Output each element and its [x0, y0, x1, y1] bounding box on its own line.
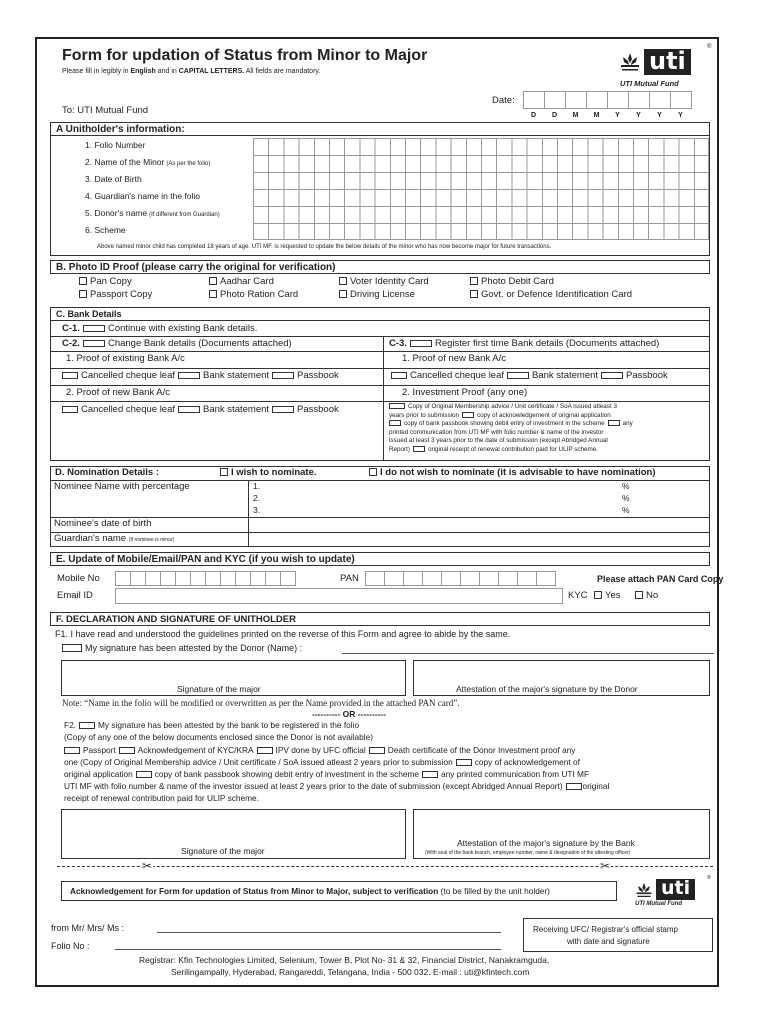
c2-docs-new[interactable]: Cancelled cheque leaf Bank statement Passbook — [62, 405, 339, 416]
pan-label: PAN — [340, 573, 359, 584]
opt-photo-debit-card[interactable]: Photo Debit Card — [470, 277, 554, 288]
donor-label: 5. Donor's name (If different from Guardian) — [85, 208, 220, 218]
instructions: Please fill in legibly in English and in CAPITAL LETTERS. All fields are mandatory. — [62, 68, 321, 75]
donor-attestation-label: Attestation of the major's signature by the Donor — [456, 684, 638, 694]
stamp-box — [523, 918, 713, 952]
folio-number-label: 1. Folio Number — [85, 140, 146, 150]
guardian-label: 4. Guardian's name in the folio — [85, 191, 201, 201]
opt-aadhar-card[interactable]: Aadhar Card — [209, 277, 274, 288]
c3-option[interactable]: C-3. Register first time Bank details (Documents attached) — [389, 338, 660, 349]
nominee-1[interactable]: 1. — [253, 481, 261, 491]
percent-3: % — [622, 505, 630, 515]
unitholder-info-grid[interactable] — [253, 138, 709, 240]
reg-mark: ® — [707, 44, 712, 50]
lotus-icon — [619, 51, 641, 73]
logo-tagline-small: UTI Mutual Fund — [635, 901, 682, 907]
mobile-label: Mobile No — [57, 573, 100, 584]
f2-line3[interactable]: original application copy of bank passbook showing debit entry of investment in the scheme any printed communication from UTI MF — [64, 769, 590, 779]
nominee-dob-label: Nominee's date of birth — [54, 518, 152, 529]
investment-proof-options[interactable]: Copy of Original Membership advice / Unit certificate / SoA issued atleast 3 years prior to submission copy of acknowledgement of original application copy of bank passbook showing debit entry of investment in the scheme any printed communication from UTI MF with folio number & name of the investor issued at least 3 years prior to the date of submission (except Abridged Annual Report) original receipt of renewal contribution paid for ULIP scheme. — [389, 403, 633, 453]
lotus-icon — [635, 881, 653, 899]
c2-docs-existing[interactable]: Cancelled cheque leaf Bank statement Passbook — [62, 371, 339, 382]
f1-declaration: F1. I have read and understood the guidelines printed on the reverse of this Form and agree to abide by the same. — [55, 629, 511, 639]
f2-subnote: (Copy of any one of the below documents enclosed since the Donor is not available) — [64, 732, 374, 742]
section-b-header: B. Photo ID Proof (please carry the original for verification) — [50, 260, 710, 274]
nominee-name-label: Nominee Name with percentage — [54, 481, 190, 492]
opt-photo-ration-card[interactable]: Photo Ration Card — [209, 290, 298, 301]
kyc-no[interactable]: No — [635, 591, 658, 602]
percent-1: % — [622, 481, 630, 491]
scheme-label: 6. Scheme — [85, 225, 126, 235]
f2-line4[interactable]: UTI MF with folio number & name of the investor issued at least 2 years prior to the date of submission (except Abridged Annual Report) original — [64, 781, 610, 791]
to-line: To: UTI Mutual Fund — [62, 105, 149, 116]
percent-2: % — [622, 493, 630, 503]
email-input[interactable] — [115, 588, 563, 604]
nominee-2[interactable]: 2. — [253, 493, 261, 503]
form-title: Form for updation of Status from Minor to Major — [62, 47, 428, 64]
kyc-label: KYC — [568, 590, 588, 601]
c3-investment-proof: 2. Investment Proof (any one) — [402, 387, 528, 398]
opt-driving-license[interactable]: Driving License — [339, 290, 415, 301]
logo-wordmark-small: uti — [656, 879, 695, 900]
section-a-header: A Unitholder's information: — [50, 122, 710, 136]
registrar-line-1: Registrar: Kfin Technologies Limited, Selenium, Tower B, Plot No- 31 & 32, Financial District, Nanakramguda, — [139, 955, 550, 965]
c2-option[interactable]: C-2. Change Bank details (Documents attached) — [62, 338, 292, 349]
c2-proof-existing: 1. Proof of existing Bank A/c — [66, 353, 185, 364]
scissors-icon: ✂ — [142, 859, 153, 873]
section-e-header: E. Update of Mobile/Email/PAN and KYC (if you wish to update) — [50, 552, 710, 566]
mobile-input[interactable] — [115, 571, 296, 586]
ack-text: Acknowledgement for Form for updation of Status from Minor to Major, subject to verification (to be filled by the unit holder) — [70, 886, 550, 896]
section-a-note: Above named minor child has completed 18 years of age. UTI MF, is requested to update the below details of the minor who has now become major for future transactions. — [97, 244, 552, 250]
nominee-3[interactable]: 3. — [253, 505, 261, 515]
section-c-header: C. Bank Details — [50, 307, 710, 321]
section-d-header: D. Nomination Details : — [55, 467, 159, 478]
opt-voter-id[interactable]: Voter Identity Card — [339, 277, 429, 288]
opt-pan-copy[interactable]: Pan Copy — [79, 277, 132, 288]
pan-input[interactable] — [365, 571, 556, 586]
c1-option[interactable]: C-1. Continue with existing Bank details. — [62, 323, 258, 334]
opt-passport-copy[interactable]: Passport Copy — [79, 290, 152, 301]
logo-wordmark: uti — [644, 49, 691, 75]
c3-docs-new[interactable]: Cancelled cheque leaf Bank statement Passbook — [391, 371, 668, 382]
section-f-header: F. DECLARATION AND SIGNATURE OF UNITHOLDER — [50, 612, 710, 626]
bank-attestation-note: (With seal of the bank branch, employee number, name & designation of the attesting officer) — [425, 850, 631, 856]
registrar-line-2: Serilingampally, Hyderabad, Rangareddi, Telangana, India - 500 032. E-mail : uti@kfintech.com — [171, 967, 530, 977]
opt-govt-id[interactable]: Govt. or Defence Identification Card — [470, 290, 632, 301]
f2-doc-options[interactable]: Passport Acknowledgement of KYC/KRA IPV done by UFC official Death certificate of the Donor Investment proof any — [64, 746, 575, 756]
f2-line2[interactable]: one (Copy of Original Membership advice / Unit certificate / SoA issued atleast 2 years prior to submission copy of acknowledgement of — [64, 757, 580, 767]
stamp-line-1: Receiving UFC/ Registrar's official stamp — [533, 925, 678, 934]
folio-input[interactable] — [115, 949, 501, 950]
kyc-yes[interactable]: Yes — [594, 591, 621, 602]
scissors-icon-2: ✂ — [600, 859, 611, 873]
reg-mark-small: ® — [707, 875, 711, 881]
from-input[interactable] — [157, 932, 501, 933]
cut-line — [57, 866, 713, 867]
dob-label: 3. Date of Birth — [85, 174, 142, 184]
major-signature-label: Signature of the major — [177, 684, 261, 694]
date-label: Date: — [492, 95, 515, 106]
email-label: Email ID — [57, 590, 93, 601]
major-signature-label-2: Signature of the major — [181, 846, 265, 856]
f1-attest-donor[interactable]: My signature has been attested by the Donor (Name) : — [62, 643, 302, 653]
opt-nominate[interactable]: I wish to nominate. — [220, 468, 317, 479]
nominee-guardian-label: Guardian's name (If nominee is minor) — [54, 533, 175, 544]
f2-attest-bank[interactable]: F2. My signature has been attested by the bank to be registered in the folio — [64, 720, 360, 730]
logo-tagline: UTI Mutual Fund — [620, 79, 679, 88]
date-format: D D M M Y Y Y Y — [530, 112, 683, 119]
c3-proof-new: 1. Proof of new Bank A/c — [402, 353, 507, 364]
c2-proof-new: 2. Proof of new Bank A/c — [66, 387, 171, 398]
date-boxes[interactable] — [523, 91, 692, 109]
pan-note: Please attach PAN Card Copy — [597, 574, 724, 584]
minor-name-label: 2. Name of the Minor (As per the folio) — [85, 157, 211, 167]
uti-logo — [619, 49, 691, 75]
folio-label: Folio No : — [51, 941, 90, 951]
form-frame — [35, 37, 724, 987]
bank-attestation-label: Attestation of the major's signature by the Bank — [457, 838, 635, 848]
from-label: from Mr/ Mrs/ Ms : — [51, 923, 124, 933]
f2-line5: receipt of renewal contribution paid for ULIP scheme. — [64, 793, 259, 803]
stamp-line-2: with date and signature — [567, 937, 650, 946]
opt-no-nominate[interactable]: I do not wish to nominate (it is advisable to have nomination) — [369, 468, 656, 479]
uti-logo-small — [635, 879, 695, 900]
pan-name-note: Note: “Name in the folio will be modified or overwritten as per the Name provided in the attached PAN card”. — [62, 698, 460, 708]
or-divider: ---------- OR ---------- — [312, 709, 387, 719]
